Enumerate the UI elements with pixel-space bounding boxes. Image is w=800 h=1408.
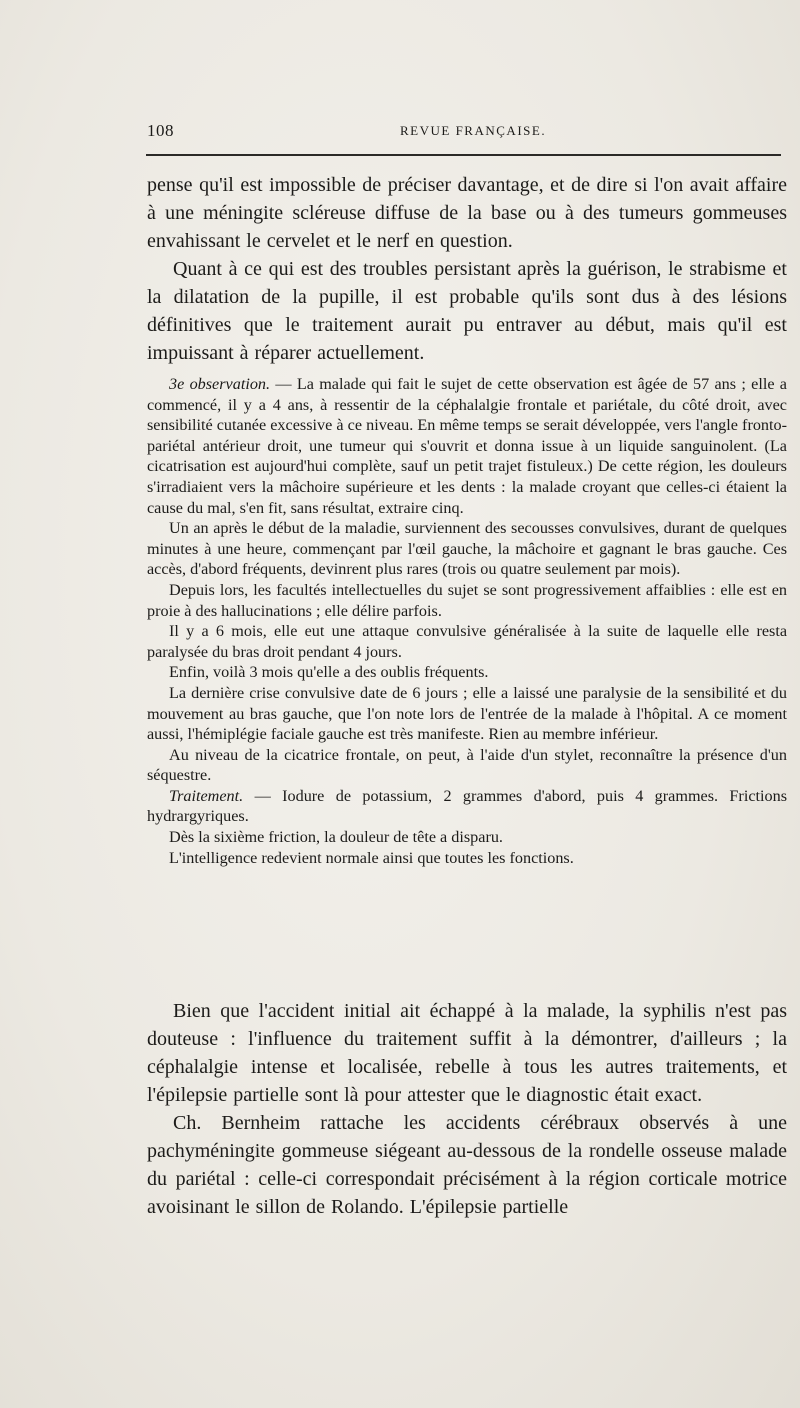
paragraph-text: — La malade qui fait le sujet de cette observation est âgée de 57 ans ; elle a commencé, il y a 4 ans, à ressentir de la céphalalgie frontale et pariétale, du côté droit, avec sensibilité cutanée excessive à ce niveau. En même temps se serait développée, vers l'angle fronto-pariétal antérieur droit, une tumeur qui s'ouvrit et donna issue à un liquide sanguinolent. (La cicatrisation est aujourd'hui complète, sauf un petit trajet fistuleux.) De cette région, les douleurs s'irradiaient vers la mâchoire supérieure et les dents : la malade croyant que celles-ci étaient la cause du mal, s'en fit, sans résultat, extraire cinq. — [147, 375, 787, 517]
treatment-label: Traitement. — [169, 786, 244, 805]
paragraph: Un an après le début de la maladie, surviennent des secousses convulsives, durant de quelques minutes à une heure, commençant par l'œil gauche, la mâchoire et gagnant le bras gauche. Ces accès, d'abord fréquents, devinrent plus rares (trois ou quatre seulement par mois). — [147, 519, 787, 579]
paragraph: Ch. Bernheim rattache les accidents cérébraux observés à une pachyméningite gommeuse siégeant au-dessous de la rondelle osseuse malade du pariétal : celle-ci correspondait précisément à la région corticale motrice avoisinant le sillon de Rolando. L'épilepsie partielle — [147, 1112, 787, 1218]
paragraph: Quant à ce qui est des troubles persistant après la guérison, le strabisme et la dilatation de la pupille, il est probable qu'ils sont dus à des lésions définitives que le traitement aurait pu entraver au début, mais qu'il est impuissant à réparer actuellement. — [147, 258, 787, 364]
paragraph: Depuis lors, les facultés intellectuelles du sujet se sont progressivement affaiblies : elle est en proie à des hallucinations ; elle délire parfois. — [147, 580, 787, 620]
paragraph: Au niveau de la cicatrice frontale, on peut, à l'aide d'un stylet, reconnaître la présence d'un séquestre. — [147, 745, 787, 785]
paragraph: Bien que l'accident initial ait échappé à la malade, la syphilis n'est pas douteuse : l'influence du traitement suffit à la démontrer, d'ailleurs ; la céphalalgie intense et localisée, rebelle à tous les autres traitements, et l'épilepsie partielle sont là pour attester que le diagnostic était exact. — [147, 1000, 787, 1106]
conclusion-section — [147, 997, 787, 1221]
header-rule — [146, 154, 781, 156]
paragraph: La dernière crise convulsive date de 6 jours ; elle a laissé une paralysie de la sensibilité et du mouvement au bras gauche, que l'on note lors de l'entrée de la malade à l'hôpital. A ce moment aussi, l'hémiplégie faciale gauche est très manifeste. Rien au membre inférieur. — [147, 683, 787, 744]
paragraph: L'intelligence redevient normale ainsi que toutes les fonctions. — [169, 848, 574, 867]
paragraph — [147, 374, 787, 518]
intro-section — [147, 171, 787, 367]
paragraph: pense qu'il est impossible de préciser davantage, et de dire si l'on avait affaire à une méningite scléreuse diffuse de la base ou à des tumeurs gommeuses envahissant le cervelet et le nerf en question. — [147, 174, 787, 252]
paragraph: Dès la sixième friction, la douleur de tête a disparu. — [169, 828, 503, 847]
paragraph: Enfin, voilà 3 mois qu'elle a des oublis fréquents. — [169, 663, 489, 682]
paragraph-text: — Iodure de potassium, 2 grammes d'abord, puis 4 grammes. Frictions hydrargyriques. — [147, 786, 787, 826]
paragraph — [147, 786, 787, 827]
observation-label: 3e observation. — [169, 375, 271, 393]
observation-section — [147, 374, 787, 868]
page-number: 108 — [147, 121, 174, 140]
page-header — [147, 121, 787, 143]
running-title: REVUE FRANÇAISE. — [400, 123, 547, 138]
paragraph: Il y a 6 mois, elle eut une attaque convulsive généralisée à la suite de laquelle elle resta paralysée du bras droit pendant 4 jours. — [147, 622, 787, 661]
